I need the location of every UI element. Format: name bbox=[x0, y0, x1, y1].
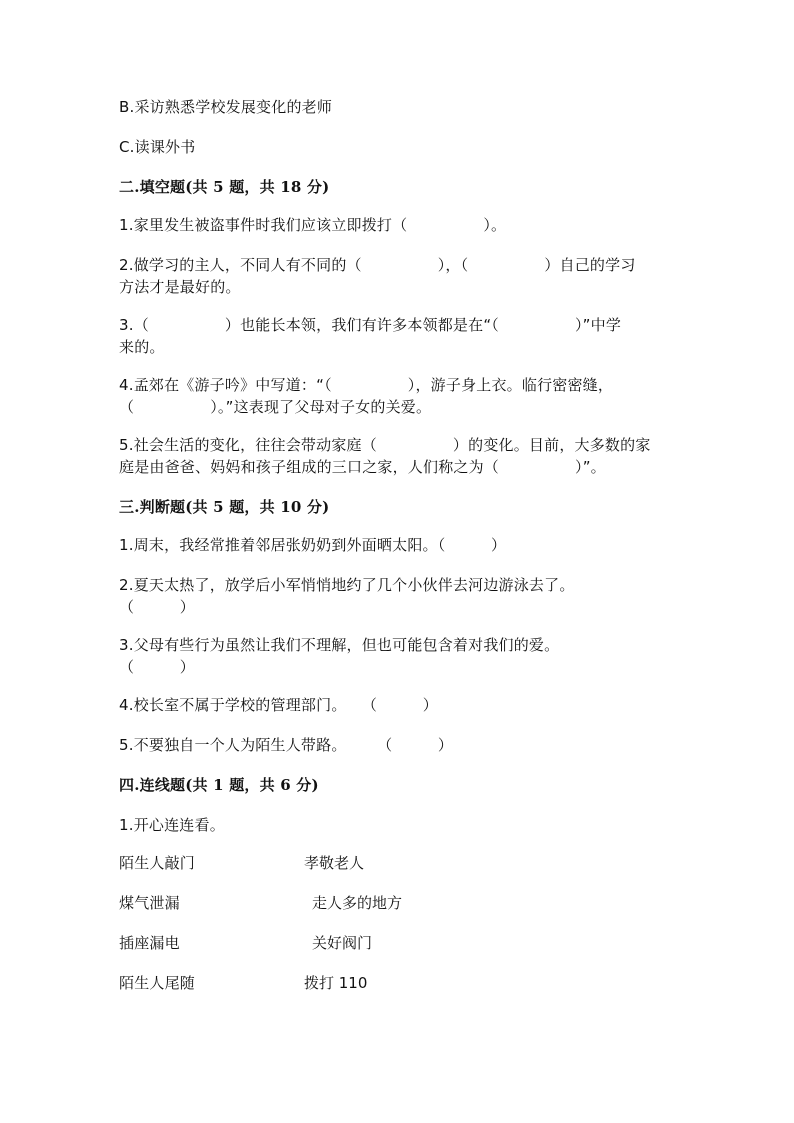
fill-question-3-line-1: 3.（ ）也能长本领，我们有许多本领都是在“（ ）”中学 bbox=[119, 316, 622, 334]
matching-right-3: 关好阀门 bbox=[312, 934, 373, 952]
matching-left-3: 插座漏电 bbox=[119, 934, 180, 952]
matching-right-4: 拨打 110 bbox=[304, 974, 368, 992]
judge-question-2-line-1: 2.夏天太热了，放学后小军悄悄地约了几个小伙伴去河边游泳去了。 bbox=[119, 576, 575, 594]
matching-right-1: 孝敬老人 bbox=[304, 854, 365, 872]
fill-question-5-line-1: 5.社会生活的变化，往往会带动家庭（ ）的变化。目前，大多数的家 bbox=[119, 436, 651, 454]
judge-question-2-line-2: （ ） bbox=[119, 598, 196, 616]
judge-question-3-line-1: 3.父母有些行为虽然让我们不理解，但也可能包含着对我们的爱。 bbox=[119, 636, 560, 654]
section-heading-fill-in: 二.填空题(共 5 题，共 18 分) bbox=[119, 178, 330, 196]
matching-left-1: 陌生人敲门 bbox=[119, 854, 196, 872]
fill-question-2-line-2: 方法才是最好的。 bbox=[119, 278, 241, 296]
section-heading-true-false: 三.判断题(共 5 题，共 10 分) bbox=[119, 498, 330, 516]
fill-question-4-line-1: 4.孟郊在《游子吟》中写道：“（ ），游子身上衣。临行密密缝， bbox=[119, 376, 614, 394]
fill-question-2-line-1: 2.做学习的主人，不同人有不同的（ ），（ ）自己的学习 bbox=[119, 256, 636, 274]
judge-question-1: 1.周末，我经常推着邻居张奶奶到外面晒太阳。（ ） bbox=[119, 536, 507, 554]
matching-left-2: 煤气泄漏 bbox=[119, 894, 180, 912]
judge-question-3-line-2: （ ） bbox=[119, 658, 196, 676]
judge-question-5: 5.不要独自一个人为陌生人带路。 （ ） bbox=[119, 736, 454, 754]
matching-question-1: 1.开心连连看。 bbox=[119, 816, 225, 834]
fill-question-3-line-2: 来的。 bbox=[119, 338, 165, 356]
section-heading-matching: 四.连线题(共 1 题，共 6 分) bbox=[119, 776, 319, 794]
matching-left-4: 陌生人尾随 bbox=[119, 974, 196, 992]
judge-question-4: 4.校长室不属于学校的管理部门。 （ ） bbox=[119, 696, 438, 714]
matching-right-2: 走人多的地方 bbox=[312, 894, 403, 912]
option-b: B.采访熟悉学校发展变化的老师 bbox=[119, 98, 333, 116]
fill-question-1: 1.家里发生被盗事件时我们应该立即拨打（ ）。 bbox=[119, 216, 507, 234]
option-c: C.读课外书 bbox=[119, 138, 196, 156]
fill-question-4-line-2: （ ）。”这表现了父母对子女的关爱。 bbox=[119, 398, 432, 416]
fill-question-5-line-2: 庭是由爸爸、妈妈和孩子组成的三口之家，人们称之为（ ）”。 bbox=[119, 458, 606, 476]
